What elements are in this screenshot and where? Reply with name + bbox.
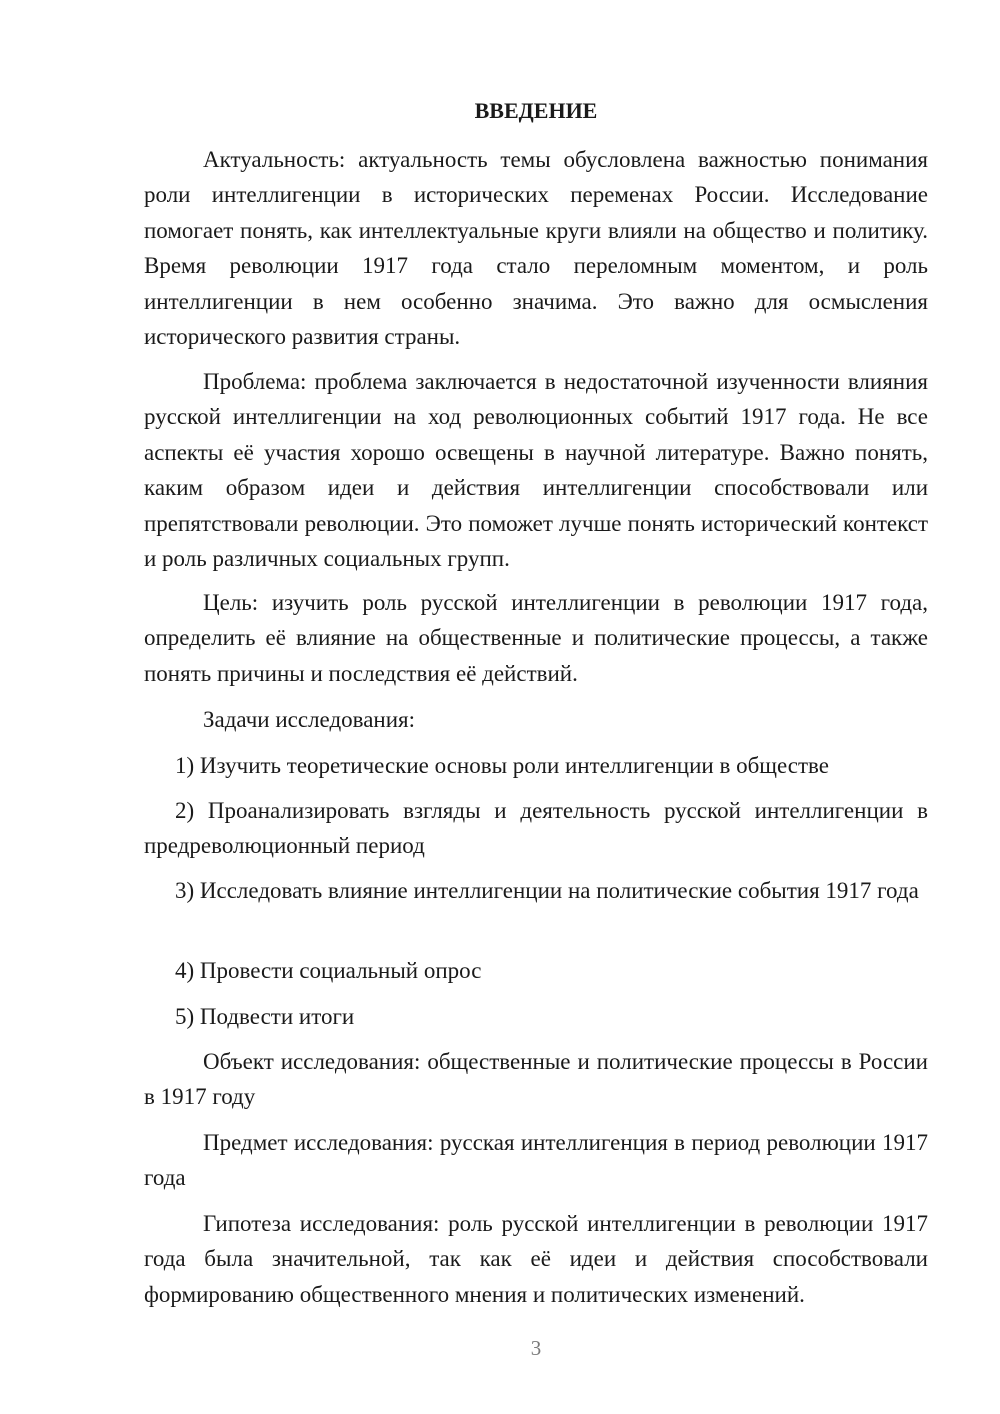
- task-item-4: 4) Провести социальный опрос: [175, 958, 482, 983]
- goal-paragraph: Цель: изучить роль русской интеллигенции в революции 1917 года, определить её влияние на общественные и политические процессы, а также понять причины и последствия её действий.: [144, 590, 928, 686]
- tasks-heading: Задачи исследования:: [203, 707, 416, 732]
- task-item-5: 5) Подвести итоги: [175, 1004, 355, 1029]
- object-paragraph: Объект исследования: общественные и политические процессы в России в 1917 году: [144, 1049, 928, 1110]
- problem-paragraph: Проблема: проблема заключается в недостаточной изученности влияния русской интеллигенции на ход революционных событий 1917 года. Не все аспекты её участия хорошо освещены в научной литературе. Важно понять, каким образом идеи и действия интеллигенции способствовали или препятствовали революции. Это поможет лучше понять исторический контекст и роль различных социальных групп.: [144, 369, 928, 572]
- task-item-1: 1) Изучить теоретические основы роли интеллигенции в обществе: [175, 753, 829, 778]
- task-item-2: 2) Проанализировать взгляды и деятельность русской интеллигенции в предреволюционный период: [144, 798, 928, 859]
- page-number: 3: [530, 1336, 542, 1360]
- section-heading: ВВЕДЕНИЕ: [474, 98, 598, 123]
- task-item-3: 3) Исследовать влияние интеллигенции на политические события 1917 года: [175, 878, 919, 903]
- relevance-paragraph: Актуальность: актуальность темы обусловлена важностью понимания роли интеллигенции в исторических переменах России. Исследование помогает понять, как интеллектуальные круги влияли на общество и политику. Время революции 1917 года стало переломным моментом, и роль интеллигенции в нем особенно значима. Это важно для осмысления исторического развития страны.: [144, 147, 928, 350]
- subject-paragraph: Предмет исследования: русская интеллигенция в период революции 1917 года: [144, 1130, 928, 1191]
- hypothesis-paragraph: Гипотеза исследования: роль русской интеллигенции в революции 1917 года была значительной, так как её идеи и действия способствовали формированию общественного мнения и политических изменений.: [144, 1211, 928, 1307]
